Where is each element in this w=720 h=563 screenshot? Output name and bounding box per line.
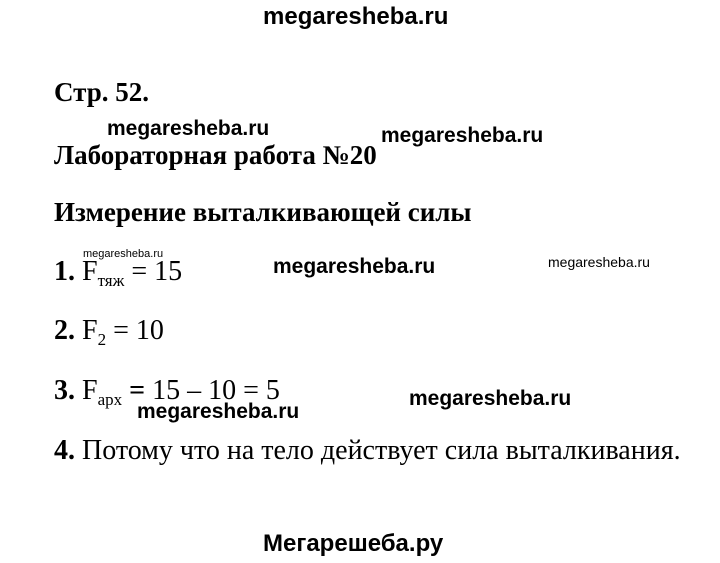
item-expression: 15 – 10 = 5 bbox=[145, 375, 280, 406]
item-number: 3. bbox=[54, 375, 75, 406]
watermark-small-item1: megaresheba.ru bbox=[83, 248, 164, 260]
force-subscript: тяж bbox=[97, 271, 125, 290]
item-number: 2. bbox=[54, 315, 75, 346]
item-expression: = 10 bbox=[106, 315, 164, 346]
force-symbol: F bbox=[82, 315, 98, 346]
answer-item-4 bbox=[54, 437, 681, 465]
watermark-title-right: megaresheba.ru bbox=[381, 124, 544, 147]
force-subscript: арх bbox=[97, 390, 123, 409]
force-symbol: F bbox=[82, 375, 98, 406]
equals-sign: = bbox=[129, 375, 146, 406]
force-symbol: F bbox=[82, 256, 98, 287]
lab-subtitle: Измерение выталкивающей силы bbox=[54, 197, 472, 227]
item-text: Потому что на тело действует сила выталкивания. bbox=[82, 435, 681, 466]
watermark-item3-center: megaresheba.ru bbox=[137, 400, 300, 423]
watermark-title-left: megaresheba.ru bbox=[107, 117, 270, 140]
lab-title: Лабораторная работа №20 bbox=[54, 140, 377, 170]
watermark-bottom: Мегарешеба.ру bbox=[263, 530, 444, 557]
answer-item-2 bbox=[54, 315, 164, 349]
watermark-item3-right: megaresheba.ru bbox=[409, 387, 572, 410]
force-subscript: 2 bbox=[97, 330, 107, 349]
watermark-item1-right: megaresheba.ru bbox=[548, 254, 650, 270]
watermark-top: megaresheba.ru bbox=[263, 3, 449, 30]
item-number: 1. bbox=[54, 256, 75, 287]
watermark-item1-center: megaresheba.ru bbox=[273, 255, 436, 278]
item-expression: = 15 bbox=[124, 256, 183, 287]
answer-item-1 bbox=[54, 256, 183, 290]
item-number: 4. bbox=[54, 435, 75, 466]
page-reference: Стр. 52. bbox=[54, 77, 150, 107]
